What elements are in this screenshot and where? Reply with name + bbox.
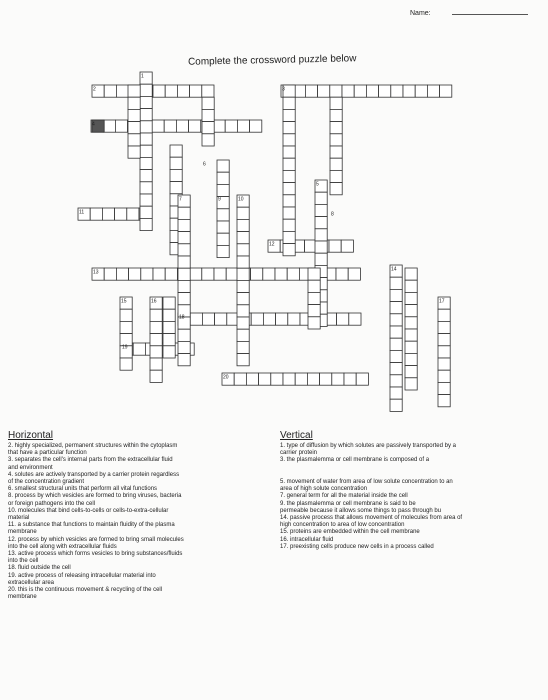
grid-cell[interactable] <box>190 85 202 97</box>
clue-line: 16. intracellular fluid <box>280 536 334 543</box>
grid-cell[interactable] <box>217 245 229 257</box>
grid-cell[interactable] <box>308 292 320 304</box>
clue-line: 2. highly specialized, permanent structures within the cytoplasm <box>8 443 178 449</box>
clue-line: 11. a substance that functions to maintain fluidity of the plasma <box>8 522 175 529</box>
grid-cell[interactable] <box>259 373 271 385</box>
grid-cell[interactable] <box>202 122 214 134</box>
grid-cell[interactable] <box>438 334 450 346</box>
grid-cell[interactable] <box>403 85 415 97</box>
grid-cell[interactable] <box>214 268 226 280</box>
grid-cell[interactable] <box>427 85 439 97</box>
grid-cell[interactable] <box>390 302 402 314</box>
grid-cell[interactable] <box>332 373 344 385</box>
clue-line: into the cell along with extracellular fluids <box>8 543 117 550</box>
grid-cell[interactable] <box>356 373 368 385</box>
grid-cell[interactable] <box>102 208 114 220</box>
grid-cell[interactable] <box>349 313 361 325</box>
grid-cell[interactable] <box>170 182 182 194</box>
grid-cell[interactable] <box>283 170 295 182</box>
grid-cell[interactable] <box>120 309 132 321</box>
grid-cell[interactable] <box>275 268 287 280</box>
clue-line: 20. this is the continuous movement & recycling of the cell <box>8 587 163 594</box>
clue-number: 2 <box>93 86 96 93</box>
grid-cell[interactable] <box>128 97 140 109</box>
grid-cell[interactable] <box>170 169 182 181</box>
horizontal-heading: Horizontal <box>8 430 54 441</box>
grid-cell[interactable] <box>405 280 417 292</box>
grid-cell[interactable] <box>164 120 176 132</box>
clue-line: 18. fluid outside the cell <box>8 565 71 572</box>
grid-cell[interactable] <box>438 370 450 382</box>
grid-cell[interactable] <box>336 268 348 280</box>
grid-cell[interactable] <box>287 268 299 280</box>
grid-cell[interactable] <box>405 317 417 329</box>
grid-cell[interactable] <box>150 334 162 346</box>
clue-number: 16 <box>151 298 157 305</box>
grid-cell[interactable] <box>415 85 427 97</box>
grid-cell[interactable] <box>330 134 342 146</box>
grid-cell[interactable] <box>315 253 327 265</box>
grid-cell[interactable] <box>283 231 295 243</box>
grid-cell[interactable] <box>103 120 115 132</box>
grid-cell[interactable] <box>405 329 417 341</box>
grid-cell[interactable] <box>163 309 175 321</box>
grid-cell[interactable] <box>440 85 452 97</box>
grid-cell[interactable] <box>308 280 320 292</box>
grid-cell[interactable] <box>140 84 152 96</box>
clue-line: 14. passive process that allows movement of molecules from area of <box>280 515 463 522</box>
grid-cell[interactable] <box>330 85 342 97</box>
grid-cell[interactable] <box>405 292 417 304</box>
grid-cell[interactable] <box>140 157 152 169</box>
clue-line: membrane <box>8 594 37 601</box>
grid-cell[interactable] <box>405 353 417 365</box>
grid-cell[interactable] <box>283 207 295 219</box>
grid-cell[interactable] <box>140 96 152 108</box>
clue-line: extracellular area <box>8 579 55 586</box>
grid-cell[interactable] <box>133 343 145 355</box>
grid-cell[interactable] <box>271 373 283 385</box>
grid-cell[interactable] <box>330 183 342 195</box>
grid-cell[interactable] <box>283 183 295 195</box>
grid-cell[interactable] <box>170 145 182 157</box>
grid-cell[interactable] <box>152 120 164 132</box>
grid-cell[interactable] <box>288 313 300 325</box>
grid-cell[interactable] <box>354 85 366 97</box>
grid-cell[interactable] <box>390 399 402 411</box>
grid-cell[interactable] <box>202 97 214 109</box>
grid-cell[interactable] <box>250 120 262 132</box>
grid-cell[interactable] <box>237 207 249 219</box>
grid-cell[interactable] <box>308 268 320 280</box>
grid-cell[interactable] <box>330 158 342 170</box>
grid-cell[interactable] <box>165 85 177 97</box>
grid-cell[interactable] <box>163 346 175 358</box>
grid-cell[interactable] <box>104 268 116 280</box>
page-title: Complete the crossword puzzle below <box>187 53 357 68</box>
clue-number: 7 <box>179 196 182 203</box>
grid-cell[interactable] <box>283 195 295 207</box>
grid-cell[interactable] <box>390 363 402 375</box>
grid-cell[interactable] <box>226 268 238 280</box>
grid-cell[interactable] <box>283 146 295 158</box>
grid-cell[interactable] <box>390 314 402 326</box>
grid-cell[interactable] <box>390 338 402 350</box>
grid-cell[interactable] <box>177 85 189 97</box>
grid-cell[interactable] <box>237 120 249 132</box>
grid-cell[interactable] <box>237 305 249 317</box>
grid-cell[interactable] <box>438 382 450 394</box>
clue-line: 6. smallest structural units that perform all vital functions <box>8 486 158 493</box>
grid-cell[interactable] <box>150 309 162 321</box>
clue-number: 3 <box>282 86 285 93</box>
clue-line: 8. process by which vesicles are formed to bring viruses, bacteria <box>8 493 182 500</box>
clue-line: 9. the plasmalemma or cell membrane is said to be <box>280 500 416 507</box>
clue-line: 3. separates the cell's internal parts from the extracellular fluid <box>8 457 173 464</box>
grid-cell[interactable] <box>178 256 190 268</box>
grid-cell[interactable] <box>330 170 342 182</box>
grid-cell[interactable] <box>217 160 229 172</box>
grid-cell[interactable] <box>178 244 190 256</box>
grid-cell[interactable] <box>140 182 152 194</box>
clue-number: 13 <box>93 269 99 276</box>
clue-line: 10. molecules that bind cells-to-cells or cells-to-extra-cellular <box>8 507 169 514</box>
grid-cell[interactable] <box>153 268 165 280</box>
grid-cell[interactable] <box>237 354 249 366</box>
clue-line: 5. movement of water from area of low solute concentration to an <box>280 479 453 486</box>
grid-cell[interactable] <box>178 207 190 219</box>
grid-cell[interactable] <box>163 334 175 346</box>
grid-cell[interactable] <box>308 305 320 317</box>
grid-cell[interactable] <box>330 146 342 158</box>
grid-cell[interactable] <box>140 109 152 121</box>
grid-cell[interactable] <box>295 373 307 385</box>
grid-cell[interactable] <box>405 305 417 317</box>
grid-cell[interactable] <box>237 232 249 244</box>
grid-cell[interactable] <box>237 244 249 256</box>
grid-cell[interactable] <box>128 109 140 121</box>
grid-cell[interactable] <box>178 329 190 341</box>
clue-line <box>280 465 542 472</box>
clue-number: 1 <box>141 73 144 80</box>
grid-cell[interactable] <box>202 134 214 146</box>
clue-line: that have a particular function <box>8 450 87 457</box>
clue-number: 11 <box>79 209 85 216</box>
grid-cell[interactable] <box>116 268 128 280</box>
grid-cell[interactable] <box>341 240 353 252</box>
grid-cell[interactable] <box>120 321 132 333</box>
grid-cell[interactable] <box>140 121 152 133</box>
grid-cell[interactable] <box>213 120 225 132</box>
grid-cell[interactable] <box>348 268 360 280</box>
grid-cell[interactable] <box>390 326 402 338</box>
grid-cell[interactable] <box>163 321 175 333</box>
grid-cell[interactable] <box>202 268 214 280</box>
grid-cell[interactable] <box>140 194 152 206</box>
grid-cell[interactable] <box>189 120 201 132</box>
grid-cell[interactable] <box>283 122 295 134</box>
grid-cell[interactable] <box>390 387 402 399</box>
clue-line: carrier protein <box>280 450 318 457</box>
grid-cell[interactable] <box>438 346 450 358</box>
grid-cell[interactable] <box>337 313 349 325</box>
grid-cell[interactable] <box>283 134 295 146</box>
clue-line: into the cell <box>8 558 39 565</box>
grid-cell[interactable] <box>120 358 132 370</box>
grid-cell[interactable] <box>263 268 275 280</box>
clue-line: 17. preexisting cells produce new cells in a process called <box>280 543 434 550</box>
grid-cell[interactable] <box>129 268 141 280</box>
grid-cell[interactable] <box>128 122 140 134</box>
clue-line: 3. the plasmalemma or cell membrane is composed of a <box>280 457 430 464</box>
grid-cell[interactable] <box>178 341 190 353</box>
clue-number: 14 <box>391 266 397 273</box>
grid-cell[interactable] <box>390 375 402 387</box>
grid-cell[interactable] <box>276 313 288 325</box>
grid-cell[interactable] <box>379 85 391 97</box>
grid-cell[interactable] <box>234 373 246 385</box>
clue-number: 10 <box>238 196 244 203</box>
grid-cell[interactable] <box>190 268 202 280</box>
grid-cell[interactable] <box>308 317 320 329</box>
grid-cell[interactable] <box>128 146 140 158</box>
grid-cell[interactable] <box>438 321 450 333</box>
name-label: Name: <box>410 10 431 17</box>
grid-cell[interactable] <box>315 217 327 229</box>
grid-cell[interactable] <box>318 85 330 97</box>
grid-cell[interactable] <box>391 85 403 97</box>
grid-cell[interactable] <box>438 358 450 370</box>
grid-cell[interactable] <box>315 229 327 241</box>
grid-cell[interactable] <box>237 256 249 268</box>
grid-cell[interactable] <box>315 204 327 216</box>
grid-cell[interactable] <box>140 133 152 145</box>
grid-cell[interactable] <box>405 378 417 390</box>
grid-cell[interactable] <box>115 120 127 132</box>
grid-cell[interactable] <box>237 293 249 305</box>
clue-line: 12. process by which vesicles are formed to bring small molecules <box>8 536 184 543</box>
grid-cell[interactable] <box>283 109 295 121</box>
grid-cell[interactable] <box>190 313 202 325</box>
grid-cell[interactable] <box>283 244 295 256</box>
grid-cell[interactable] <box>390 350 402 362</box>
grid-cell[interactable] <box>237 341 249 353</box>
grid-cell[interactable] <box>305 85 317 97</box>
grid-cell[interactable] <box>202 85 214 97</box>
grid-cell[interactable] <box>140 170 152 182</box>
grid-cell[interactable] <box>405 268 417 280</box>
grid-cell[interactable] <box>217 172 229 184</box>
grid-cell[interactable] <box>329 240 341 252</box>
grid-cell[interactable] <box>150 321 162 333</box>
grid-cell[interactable] <box>366 85 378 97</box>
clue-line <box>280 472 542 479</box>
clue-number: 12 <box>269 241 275 248</box>
grid-cell[interactable] <box>283 158 295 170</box>
grid-cell[interactable] <box>390 289 402 301</box>
grid-cell[interactable] <box>251 268 263 280</box>
grid-cell[interactable] <box>178 354 190 366</box>
grid-cell[interactable] <box>165 268 177 280</box>
grid-cell[interactable] <box>202 313 214 325</box>
clue-line: 19. active process of releasing intracellular material into <box>8 572 156 579</box>
grid-cell[interactable] <box>283 373 295 385</box>
clue-line: 7. general term for all the material inside the cell <box>280 493 408 500</box>
clue-line: material <box>8 515 30 522</box>
clue-line: permeable because it allows some things to pass through bu <box>280 507 442 514</box>
grid-cell[interactable] <box>330 97 342 109</box>
clue-number: 4 <box>92 121 95 128</box>
grid-cell[interactable] <box>263 313 275 325</box>
clue-number: 9 <box>218 196 221 203</box>
grid-cell[interactable] <box>438 309 450 321</box>
grid-cell[interactable] <box>405 341 417 353</box>
grid-cell[interactable] <box>438 395 450 407</box>
grid-cell[interactable] <box>344 373 356 385</box>
grid-cell[interactable] <box>330 109 342 121</box>
grid-cell[interactable] <box>217 209 229 221</box>
grid-cell[interactable] <box>251 313 263 325</box>
clue-line: membrane <box>8 529 37 536</box>
grid-cell[interactable] <box>217 184 229 196</box>
grid-cell[interactable] <box>237 219 249 231</box>
grid-cell[interactable] <box>283 97 295 109</box>
grid-cell[interactable] <box>390 277 402 289</box>
grid-cell[interactable] <box>104 85 116 97</box>
grid-cell[interactable] <box>150 370 162 382</box>
vertical-clues <box>280 430 542 551</box>
grid-cell[interactable] <box>170 157 182 169</box>
clue-number: 18 <box>179 314 185 321</box>
clue-line: or foreign pathogens into the cell <box>8 500 96 507</box>
grid-cell[interactable] <box>237 317 249 329</box>
grid-cell[interactable] <box>315 192 327 204</box>
clue-line: 15. proteins are embedded within the cell membrane <box>280 529 420 536</box>
clue-number: 20 <box>223 374 229 381</box>
clue-line: 13. active process which forms vesicles to bring substances/fluids <box>8 551 183 558</box>
grid-cell[interactable] <box>128 134 140 146</box>
grid-cell[interactable] <box>178 232 190 244</box>
grid-cell[interactable] <box>405 366 417 378</box>
grid-cell[interactable] <box>178 280 190 292</box>
grid-cell[interactable] <box>202 109 214 121</box>
clue-number: 6 <box>203 161 206 168</box>
grid-cell[interactable] <box>116 85 128 97</box>
clue-line: high concentration to area of low concentration <box>280 522 405 529</box>
horizontal-clues <box>8 430 270 601</box>
grid-cell[interactable] <box>128 85 140 97</box>
grid-cell[interactable] <box>163 297 175 309</box>
grid-cell[interactable] <box>217 221 229 233</box>
grid-cell[interactable] <box>283 85 295 97</box>
grid-cell[interactable] <box>307 373 319 385</box>
grid-cell[interactable] <box>237 280 249 292</box>
grid-cell[interactable] <box>140 145 152 157</box>
clue-line: 4. solutes are actively transported by a carrier protein regardless <box>8 471 180 478</box>
grid-cell[interactable] <box>342 85 354 97</box>
grid-cell[interactable] <box>217 233 229 245</box>
grid-cell[interactable] <box>237 329 249 341</box>
clue-number: 19 <box>122 344 128 351</box>
grid-cell[interactable] <box>178 268 190 280</box>
grid-cell[interactable] <box>178 219 190 231</box>
grid-cell[interactable] <box>150 346 162 358</box>
clue-number: 8 <box>331 211 334 218</box>
grid-cell[interactable] <box>283 219 295 231</box>
grid-cell[interactable] <box>246 373 258 385</box>
clue-line: of the concentration gradient <box>8 479 85 486</box>
grid-cell[interactable] <box>141 268 153 280</box>
grid-cell[interactable] <box>127 208 139 220</box>
grid-cell[interactable] <box>176 120 188 132</box>
grid-cell[interactable] <box>90 208 102 220</box>
vertical-heading: Vertical <box>280 430 313 441</box>
grid-cell[interactable] <box>320 373 332 385</box>
grid-cell[interactable] <box>315 241 327 253</box>
clue-number: 15 <box>121 298 127 305</box>
clue-line: 1. type of diffusion by which solutes are passively transported by a <box>280 443 456 449</box>
grid-cell[interactable] <box>153 85 165 97</box>
grid-cell[interactable] <box>237 268 249 280</box>
grid-cell[interactable] <box>330 122 342 134</box>
grid-cell[interactable] <box>178 293 190 305</box>
grid-cell[interactable] <box>150 358 162 370</box>
grid-cell[interactable] <box>140 206 152 218</box>
grid-cell[interactable] <box>215 313 227 325</box>
grid-cell[interactable] <box>140 218 152 230</box>
grid-cell[interactable] <box>225 120 237 132</box>
grid-cell[interactable] <box>115 208 127 220</box>
clue-line: and environment <box>8 464 53 471</box>
clue-number: 17 <box>439 298 445 305</box>
clue-number: 5 <box>316 181 319 188</box>
clue-line: area of high solute concentration <box>280 486 368 493</box>
